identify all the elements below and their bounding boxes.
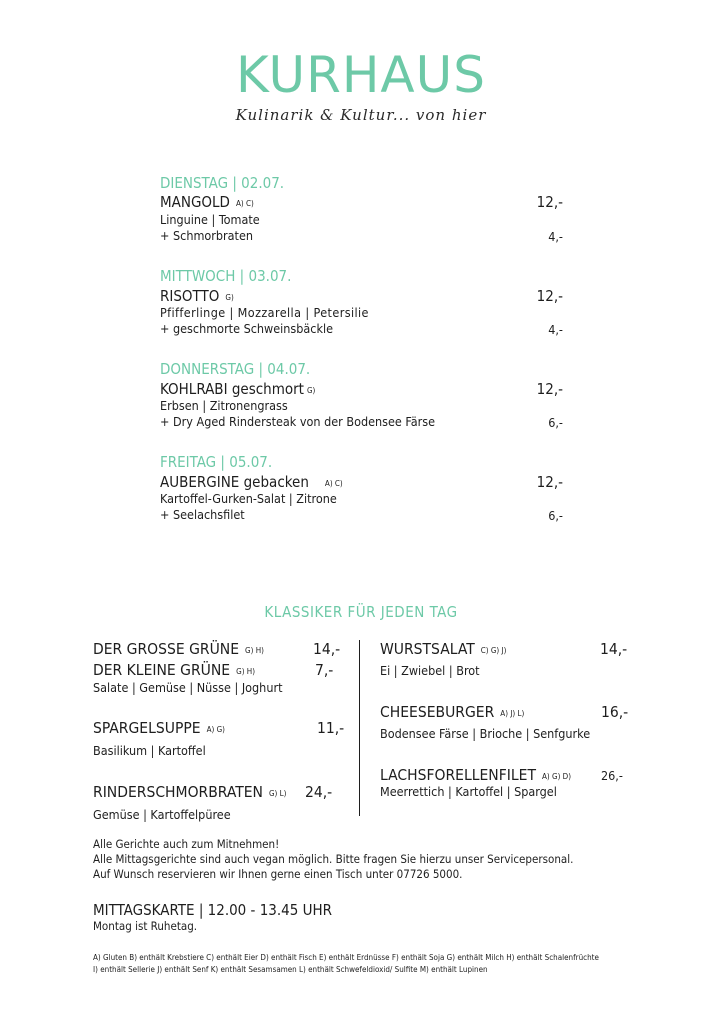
side-price: 4,- xyxy=(548,322,563,337)
dish-name: MANGOLD A) C) xyxy=(160,193,254,211)
classic-dish-description: Ei | Zwiebel | Brot xyxy=(380,663,480,678)
allergen-codes: G) xyxy=(225,293,234,302)
allergen-codes: G) H) xyxy=(236,667,256,676)
allergen-codes: G) L) xyxy=(268,789,287,798)
dish-side: + Schmorbraten xyxy=(160,228,254,243)
day-heading: DIENSTAG | 02.07. xyxy=(160,174,285,192)
dish-price: 12,- xyxy=(536,473,563,491)
dish-name: AUBERGINE gebacken A) C) xyxy=(160,473,343,491)
allergen-codes: A) G) D) xyxy=(541,772,572,781)
allergen-legend: I) enthält Sellerie J) enthält Senf K) enthält Sesamsamen L) enthält Schwefeldioxid/ Sulfite M) enthält Lupinen xyxy=(93,965,488,974)
classic-dish-description: Meerrettich | Kartoffel | Spargel xyxy=(380,784,557,799)
allergen-codes: C) G) J) xyxy=(480,646,507,655)
section-title: KLASSIKER FÜR JEDEN TAG xyxy=(264,603,458,621)
tagline: Kulinarik & Kultur... von hier xyxy=(235,106,487,124)
classic-dish-name: RINDERSCHMORBRATEN G) L) xyxy=(93,783,287,801)
classic-dish-price: 7,- xyxy=(315,661,334,679)
day-heading: FREITAG | 05.07. xyxy=(160,453,273,471)
dish-price: 12,- xyxy=(536,193,563,211)
day-heading: DONNERSTAG | 04.07. xyxy=(160,360,311,378)
column-divider xyxy=(359,640,360,816)
dish-name: KOHLRABI geschmort G) xyxy=(160,380,316,398)
classic-dish-price: 14,- xyxy=(600,640,628,658)
classic-dish-price: 16,- xyxy=(601,703,629,721)
allergen-codes: A) J) L) xyxy=(500,709,525,718)
classic-dish-name: LACHSFORELLENFILET A) G) D) xyxy=(380,766,572,784)
note-line: Alle Gerichte auch zum Mitnehmen! xyxy=(93,837,280,851)
classic-dish-price: 14,- xyxy=(313,640,341,658)
dish-price: 12,- xyxy=(536,287,563,305)
allergen-codes: A) G) xyxy=(206,725,225,734)
closed-day: Montag ist Ruhetag. xyxy=(93,919,198,933)
classic-dish-description: Gemüse | Kartoffelpüree xyxy=(93,807,231,822)
classic-dish-description: Basilikum | Kartoffel xyxy=(93,743,206,758)
classic-dish-price: 26,- xyxy=(601,768,623,783)
allergen-codes: A) C) xyxy=(235,199,254,208)
classic-dish-name: SPARGELSUPPE A) G) xyxy=(93,719,225,737)
day-heading: MITTWOCH | 03.07. xyxy=(160,267,292,285)
allergen-legend: A) Gluten B) enthält Krebstiere C) enthält Eier D) enthält Fisch E) enthält Erdnüsse F) enthält Soja G) enthält Milch H) enthält Schalenfrüchte xyxy=(93,953,599,962)
classic-dish-description: Bodensee Färse | Brioche | Senfgurke xyxy=(380,726,591,741)
classic-dish-price: 24,- xyxy=(305,783,333,801)
dish-description: Pfifferlinge | Mozzarella | Petersilie xyxy=(160,305,369,320)
side-price: 6,- xyxy=(548,415,563,430)
side-price: 4,- xyxy=(548,229,563,244)
classic-dish-name: DER GROSSE GRÜNE G) H) xyxy=(93,640,264,658)
allergen-codes: G) H) xyxy=(245,646,264,655)
classic-dish-description: Salate | Gemüse | Nüsse | Joghurt xyxy=(93,680,283,695)
lunch-hours: MITTAGSKARTE | 12.00 - 13.45 UHR xyxy=(93,901,333,919)
classic-dish-name: DER KLEINE GRÜNE G) H) xyxy=(93,661,256,679)
dish-side: + Seelachsfilet xyxy=(160,507,245,522)
dish-description: Linguine | Tomate xyxy=(160,212,260,227)
note-line: Alle Mittagsgerichte sind auch vegan möglich. Bitte fragen Sie hierzu unser Servicepersonal. xyxy=(93,852,574,866)
classic-dish-price: 11,- xyxy=(317,719,345,737)
side-price: 6,- xyxy=(548,508,563,523)
dish-name: RISOTTO G) xyxy=(160,287,234,305)
allergen-codes: A) C) xyxy=(324,479,343,488)
restaurant-logo: KURHAUS xyxy=(236,46,486,104)
dish-description: Erbsen | Zitronengrass xyxy=(160,398,288,413)
allergen-codes: G) xyxy=(306,386,316,395)
classic-dish-name: CHEESEBURGER A) J) L) xyxy=(380,703,525,721)
dish-side: + Dry Aged Rindersteak von der Bodensee Färse xyxy=(160,414,436,429)
classic-dish-name: WURSTSALAT C) G) J) xyxy=(380,640,507,658)
dish-price: 12,- xyxy=(536,380,563,398)
note-line: Auf Wunsch reservieren wir Ihnen gerne einen Tisch unter 07726 5000. xyxy=(93,867,463,881)
dish-description: Kartoffel-Gurken-Salat | Zitrone xyxy=(160,491,337,506)
dish-side: + geschmorte Schweinsbäckle xyxy=(160,321,334,336)
